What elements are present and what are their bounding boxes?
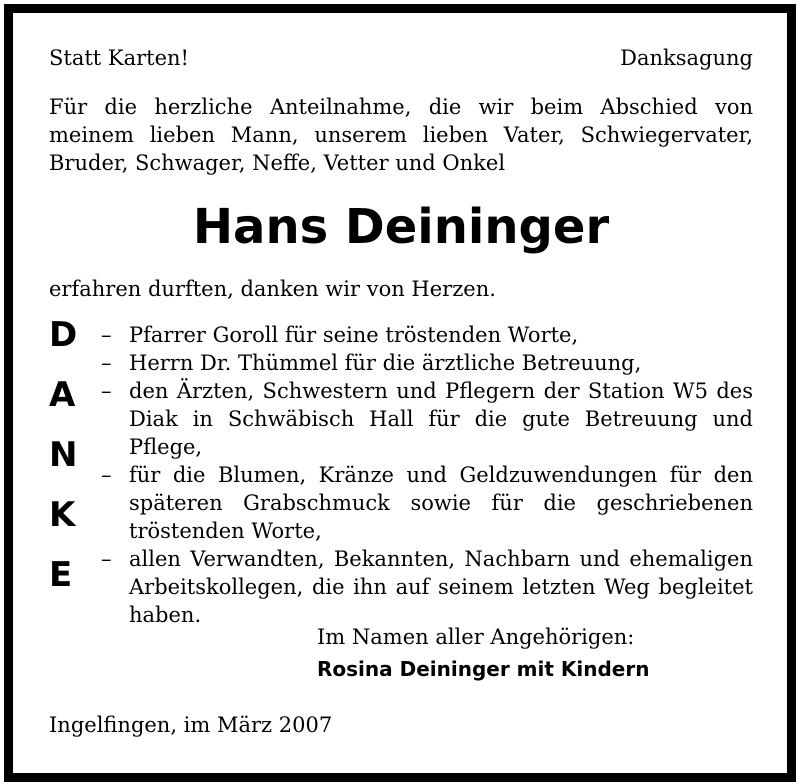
item-text: allen Verwandten, Bekannten, Nachbarn und ehemaligen Arbeitskollegen, die ihn auf seinem letzten Weg begleitet haben. (129, 547, 753, 627)
danke-letter: K (49, 495, 76, 535)
item-text: für die Blumen, Kränze und Geldzuwendungen für den späteren Grabschmuck sowie für die geschriebenen tröstenden Worte, (129, 463, 753, 543)
item-dash: – (101, 379, 112, 403)
item-dash: – (101, 323, 112, 347)
list-item (101, 545, 753, 629)
place-date: Ingelfingen, im März 2007 (49, 713, 333, 737)
list-item (101, 377, 753, 461)
header-right: Danksagung (620, 46, 753, 70)
item-text: Pfarrer Goroll für seine tröstenden Worte, (129, 323, 579, 347)
item-text: Herrn Dr. Thümmel für die ärztliche Betreuung, (129, 351, 642, 375)
thanks-list (101, 321, 753, 629)
thanks-line: erfahren durften, danken wir von Herzen. (49, 277, 496, 301)
danke-letter: N (49, 435, 78, 475)
danke-letter: D (49, 315, 78, 355)
signature-names: Rosina Deininger mit Kindern (317, 657, 650, 681)
item-dash: – (101, 547, 112, 571)
danke-block (49, 315, 753, 627)
item-text: den Ärzten, Schwestern und Pflegern der Station W5 des Diak in Schwäbisch Hall für die gute Betreuung und Pflege, (129, 379, 753, 459)
signature-block (49, 621, 753, 685)
danke-letter: E (49, 555, 73, 595)
item-dash: – (101, 351, 112, 375)
list-item (101, 461, 753, 545)
notice-frame (4, 4, 796, 782)
list-item (101, 321, 753, 349)
notice-content (49, 45, 753, 739)
header-left: Statt Karten! (49, 46, 189, 70)
deceased-name: Hans Deininger (192, 199, 610, 255)
danke-letter: A (49, 375, 76, 415)
header-row (49, 45, 753, 71)
list-item (101, 349, 753, 377)
intro-text: Für die herzliche Anteilnahme, die wir beim Abschied von meinem lieben Mann, unserem lieben Vater, Schwiegervater, Bruder, Schwager, Neffe, Vetter und Onkel (49, 95, 753, 175)
item-dash: – (101, 463, 112, 487)
signature-prefix: Im Namen aller Angehörigen: (317, 625, 635, 649)
